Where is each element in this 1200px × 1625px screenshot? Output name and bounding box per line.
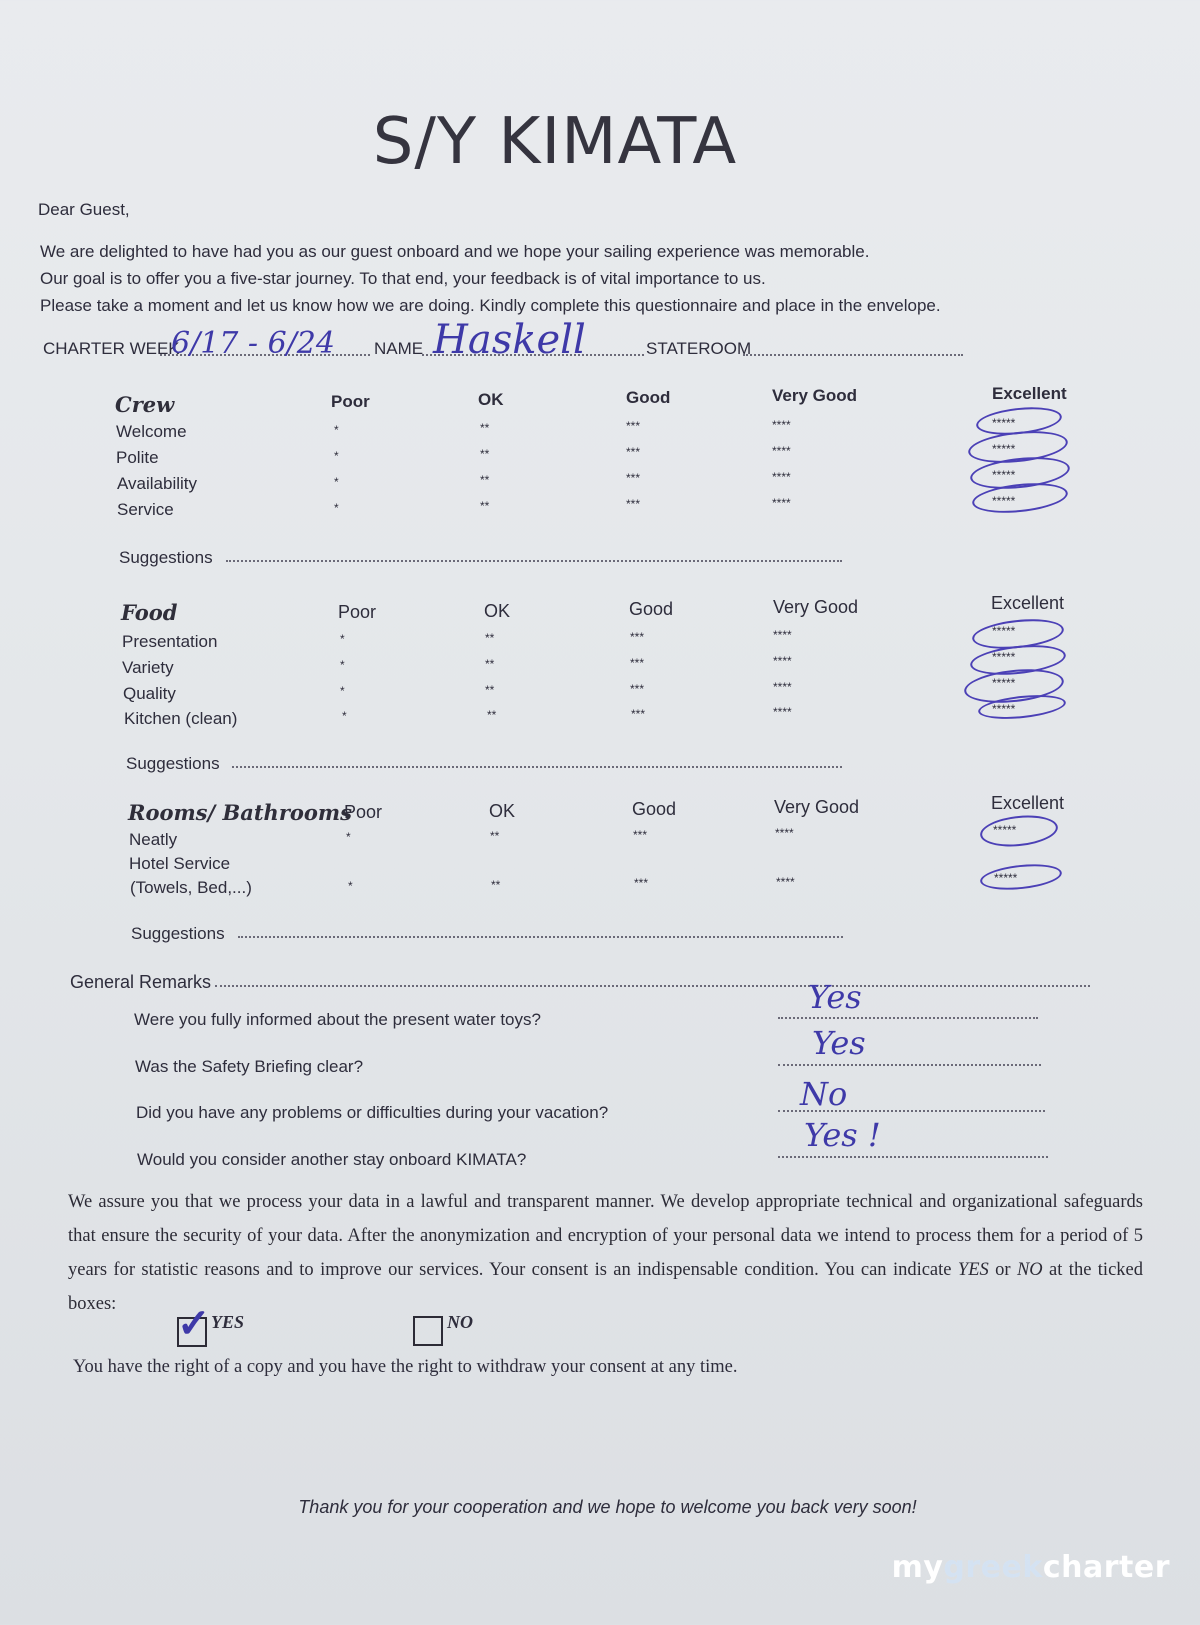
privacy-no: NO (1016, 1260, 1043, 1280)
star-mark[interactable]: * (334, 423, 339, 437)
thank-you-note: Thank you for your cooperation and we hope to welcome you back very soon! (298, 1497, 917, 1517)
question-text: Was the Safety Briefing clear? (135, 1057, 364, 1076)
star-mark[interactable]: ** (480, 421, 490, 435)
consent-yes-label: YES (211, 1312, 245, 1332)
col-good: Good (629, 599, 674, 619)
charter-week-value[interactable]: 6/17 - 6/24 (171, 326, 335, 361)
suggestions-label: Suggestions (131, 924, 225, 943)
star-mark[interactable]: **** (773, 705, 792, 719)
star-mark[interactable]: ** (491, 878, 501, 892)
star-mark[interactable]: ***** (994, 871, 1018, 885)
answer-text[interactable]: Yes (812, 1024, 866, 1062)
col-poor: Poor (338, 602, 377, 622)
star-mark[interactable]: ***** (992, 676, 1016, 690)
star-mark[interactable]: *** (634, 876, 649, 890)
rating-row-label: Availability (117, 474, 198, 493)
rating-row-label: Quality (123, 684, 176, 703)
col-very-good: Very Good (773, 597, 859, 617)
star-mark[interactable]: ***** (992, 442, 1016, 456)
brand-part: charter (1042, 1550, 1170, 1585)
star-mark[interactable]: *** (626, 445, 641, 459)
brand-watermark (892, 1550, 1170, 1585)
privacy-yes: YES (957, 1260, 989, 1280)
star-mark[interactable]: ***** (992, 416, 1016, 430)
star-mark[interactable]: * (340, 658, 345, 672)
brand-part: greek (943, 1550, 1043, 1585)
col-very-good: Very Good (772, 386, 858, 405)
col-poor: Poor (344, 802, 383, 822)
answer-line[interactable] (778, 1064, 1041, 1066)
rating-row-label: Welcome (116, 422, 187, 441)
star-mark[interactable]: * (342, 709, 347, 723)
star-mark[interactable]: *** (630, 656, 645, 670)
charter-week-label: CHARTER WEEK (43, 339, 180, 358)
brand-part: my (891, 1550, 944, 1585)
star-mark[interactable]: **** (773, 680, 792, 694)
selection-circle (979, 812, 1060, 850)
intro-line: Our goal is to offer you a five-star journey. To that end, your feedback is of vital importance to us. (40, 269, 766, 288)
suggestions-line[interactable] (238, 936, 843, 938)
star-mark[interactable]: ***** (992, 494, 1016, 508)
suggestions-label: Suggestions (119, 548, 213, 567)
answer-text[interactable]: Yes (808, 978, 862, 1016)
consent-no-label: NO (447, 1312, 473, 1332)
star-mark[interactable]: ** (485, 683, 495, 697)
suggestions-label: Suggestions (126, 754, 220, 773)
general-remarks-label: General Remarks (70, 972, 212, 992)
document-title: S/Y KIMATA (372, 105, 738, 179)
suggestions-line[interactable] (226, 560, 842, 562)
col-ok: OK (484, 601, 511, 621)
star-mark[interactable]: **** (772, 418, 791, 432)
star-mark[interactable]: * (348, 879, 353, 893)
answer-text[interactable]: Yes ! (804, 1116, 881, 1154)
star-mark[interactable]: ** (487, 708, 497, 722)
rating-row-label: Polite (116, 448, 159, 467)
star-mark[interactable]: *** (630, 682, 645, 696)
general-remarks-line[interactable] (215, 985, 1090, 987)
star-mark[interactable]: * (340, 684, 345, 698)
rating-row-label: (Towels, Bed,...) (130, 878, 252, 897)
star-mark[interactable]: **** (773, 628, 792, 642)
star-mark[interactable]: * (346, 830, 351, 844)
intro-line: We are delighted to have had you as our guest onboard and we hope your sailing experience was memorable. (40, 242, 870, 261)
rooms-section (0, 790, 1200, 950)
rating-row-label: Presentation (122, 632, 218, 651)
check-mark-icon: ✓ (177, 1300, 211, 1347)
col-excellent: Excellent (992, 384, 1067, 403)
star-mark[interactable]: *** (631, 707, 646, 721)
name-value[interactable]: Haskell (433, 317, 586, 363)
star-mark[interactable]: ***** (992, 468, 1016, 482)
rights-text: You have the right of a copy and you have the right to withdraw your consent at any time. (73, 1357, 738, 1377)
col-poor: Poor (331, 392, 370, 411)
col-good: Good (632, 799, 677, 819)
stateroom-line[interactable] (743, 354, 963, 356)
rating-row-label: Variety (122, 658, 174, 677)
star-mark[interactable]: ***** (992, 650, 1016, 664)
privacy-notice (68, 1185, 1143, 1321)
answer-text[interactable]: No (800, 1075, 848, 1113)
rating-row-label: Neatly (129, 830, 178, 849)
star-mark[interactable]: **** (776, 875, 795, 889)
section-title: Rooms/ Bathrooms (128, 800, 352, 825)
star-mark[interactable]: ** (485, 631, 495, 645)
col-good: Good (626, 388, 671, 407)
star-mark[interactable]: *** (633, 828, 648, 842)
star-mark[interactable]: *** (626, 419, 641, 433)
star-mark[interactable]: **** (772, 496, 791, 510)
greeting: Dear Guest, (38, 200, 130, 219)
star-mark[interactable]: **** (773, 654, 792, 668)
privacy-end: at the ticked boxes: (68, 1260, 1143, 1314)
question-text: Would you consider another stay onboard KIMATA? (137, 1150, 527, 1169)
star-mark[interactable]: *** (630, 630, 645, 644)
privacy-or: or (988, 1260, 1017, 1280)
question-text: Did you have any problems or difficulties during your vacation? (136, 1103, 609, 1122)
stateroom-label: STATEROOM (646, 339, 752, 358)
answer-line[interactable] (778, 1156, 1048, 1158)
col-ok: OK (489, 801, 516, 821)
star-mark[interactable]: ***** (992, 624, 1016, 638)
star-mark[interactable]: *** (626, 471, 641, 485)
star-mark[interactable]: ***** (993, 823, 1017, 837)
star-mark[interactable]: ** (480, 499, 490, 513)
rating-row-label: Service (117, 500, 174, 519)
food-section (0, 590, 1200, 780)
star-mark[interactable]: ** (480, 447, 490, 461)
section-title: Food (121, 600, 178, 625)
answer-line[interactable] (778, 1017, 1038, 1019)
star-mark[interactable]: ***** (992, 702, 1016, 716)
guest-info-row (43, 317, 963, 363)
star-mark[interactable]: * (334, 501, 339, 515)
col-ok: OK (478, 390, 504, 409)
col-excellent: Excellent (991, 593, 1065, 613)
rating-row-label: Hotel Service (129, 854, 231, 873)
star-mark[interactable]: ** (480, 473, 490, 487)
star-mark[interactable]: **** (775, 826, 794, 840)
privacy-text: We assure you that we process your data in a lawful and transparent manner. We develop appropriate technical and organizational safeguards that ensure the security of your data. After the anonymization and encryption of your personal data we intend to process them for a period of 5 years for statistic reasons and to improve our services. Your consent is an indispensable condition. You can indicate (68, 1192, 1143, 1280)
star-mark[interactable]: **** (772, 444, 791, 458)
intro-line: Please take a moment and let us know how we are doing. Kindly complete this questionnaire and place in the envelope. (40, 296, 941, 315)
section-title: Crew (115, 392, 175, 417)
consent-no-checkbox[interactable] (413, 1316, 443, 1346)
rating-row-label: Kitchen (clean) (124, 709, 238, 728)
star-mark[interactable]: * (340, 632, 345, 646)
crew-section (0, 380, 1200, 570)
intro-paragraph (40, 238, 941, 319)
star-mark[interactable]: ** (485, 657, 495, 671)
col-very-good: Very Good (774, 797, 860, 817)
suggestions-line[interactable] (232, 766, 842, 768)
question-text: Were you fully informed about the present water toys? (134, 1010, 541, 1029)
selection-circle (979, 861, 1063, 893)
col-excellent: Excellent (991, 793, 1065, 813)
name-label: NAME (374, 339, 424, 358)
star-mark[interactable]: **** (772, 470, 791, 484)
star-mark[interactable]: *** (626, 497, 641, 511)
star-mark[interactable]: * (334, 449, 339, 463)
star-mark[interactable]: ** (490, 829, 500, 843)
star-mark[interactable]: * (334, 475, 339, 489)
